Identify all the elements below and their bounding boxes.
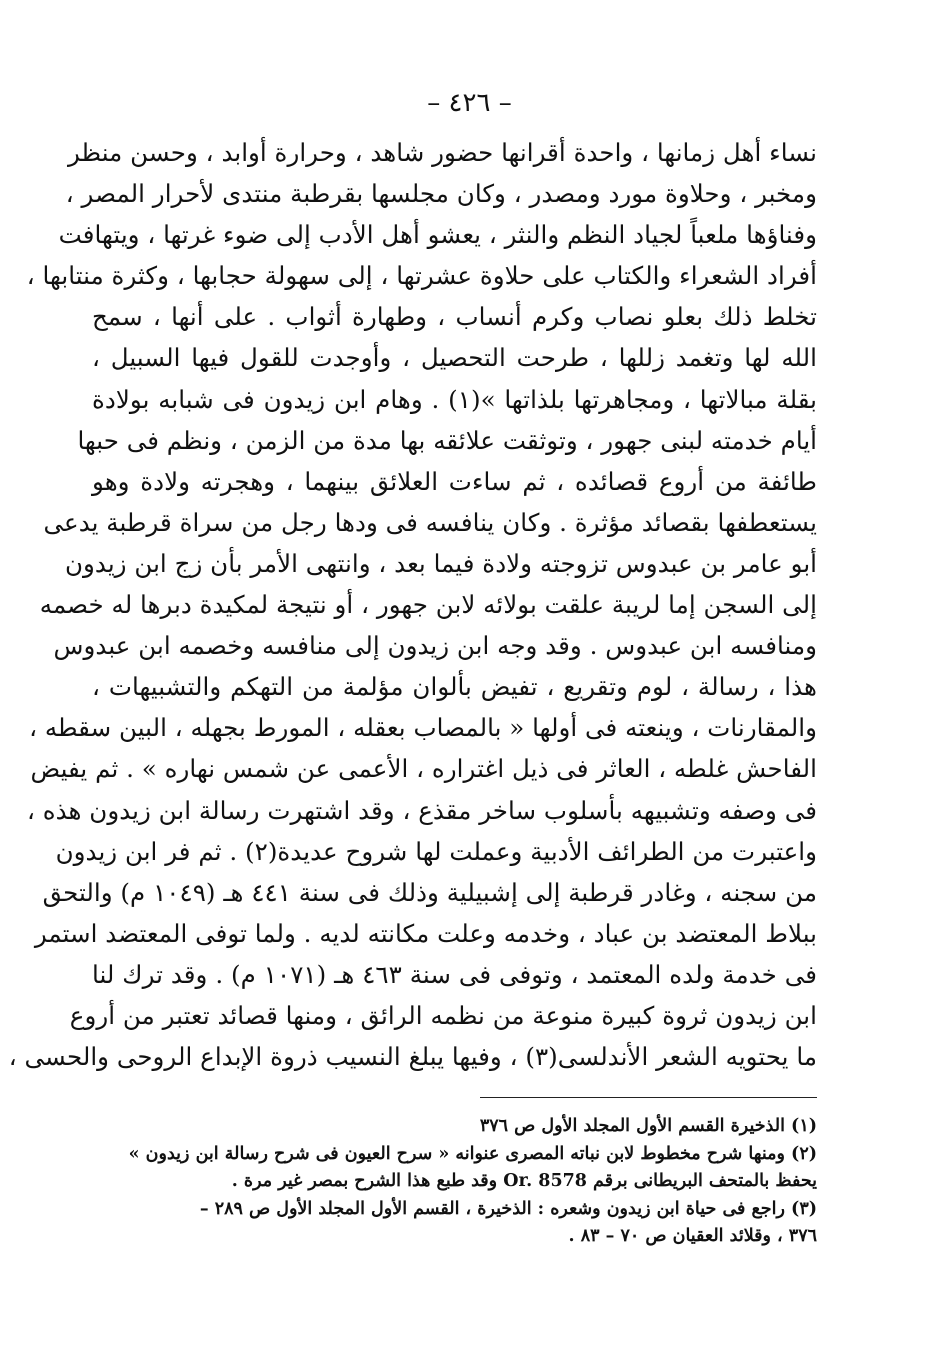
footnote-2-continued: يحفظ بالمتحف البريطانى برقم Or. 8578 وقد طبع هذا الشرح بمصر غير مرة . — [231, 1171, 817, 1191]
footnote-divider — [480, 1097, 817, 1098]
text-line: ابن زيدون ثروة كبيرة منوعة من نظمه الرائق ، ومنها قصائد تعتبر من أروع — [69, 1000, 817, 1030]
text-line: والمقارنات ، وينعته فى أولها « بالمصاب بعقله ، المورط بجهله ، البين سقطه ، — [29, 713, 817, 743]
text-line: أيام خدمته لبنى جهور ، وتوثقت علائقه بها مدة من الزمن ، ونظم فى حبها — [77, 425, 817, 455]
text-line: ومنافسه ابن عبدوس . وقد وجه ابن زيدون إلى منافسه وخصمه ابن عبدوس — [53, 631, 817, 661]
text-line: من سجنه ، وغادر قرطبة إلى إشبيلية وذلك فى سنة ٤٤١ هـ (١٠٤٩ م) والتحق — [42, 877, 817, 907]
text-line: طائفة من أروع قصائده ، ثم ساءت العلائق بينهما ، وهجرته ولادة وهو — [92, 466, 817, 496]
text-line: فى خدمة ولده المعتمد ، وتوفى فى سنة ٤٦٣ هـ (١٠٧١ م) . وقد ترك لنا — [92, 959, 817, 989]
text-line: ببلاط المعتضد بن عباد ، وخدمه وعلت مكانته لديه . ولما توفى المعتضد استمر — [34, 918, 817, 948]
text-line: نساء أهل زمانها ، واحدة أقرانها حضور شاهد ، وحرارة أوابد ، وحسن منظر — [67, 138, 817, 167]
text-line: الله لها وتغمد زللها ، طرحت التحصيل ، وأوجدت للقول فيها السبيل ، — [92, 343, 817, 373]
footnote-3: (٣) راجع فى حياة ابن زيدون وشعره : الذخيرة ، القسم الأول المجلد الأول ص ٢٨٩ – — [199, 1198, 817, 1219]
text-line: وفناؤها ملعباً لجياد النظم والنثر ، يعشو أهل الأدب إلى ضوء غرتها ، ويتهافت — [58, 220, 817, 250]
footnote-1: (١) الذخيرة القسم الأول المجلد الأول ص ٣٧٦ — [479, 1116, 817, 1136]
page-number: – ٤٢٦ – — [427, 88, 512, 118]
footnote-2: (٢) ومنها شرح مخطوط لابن نباته المصرى عنوانه « سرح العيون فى شرح رسالة ابن زيدون » — [128, 1143, 817, 1164]
text-line: هذا ، رسالة ، لوم وتقريع ، تفيض بألوان مؤلمة من التهكم والتشبيهات ، — [92, 672, 817, 702]
footnote-3-continued: ٣٧٦ ، وقلائد العقيان ص ٧٠ – ٨٣ . — [568, 1226, 817, 1246]
text-line: الفاحش غلطه ، العاثر فى ذيل اغتراره ، الأعمى عن شمس نهاره » . ثم يفيض — [30, 754, 817, 784]
text-line: بقلة مبالاتها ، ومجاهرتها بلذاتها »(١) . وهام ابن زيدون فى شبابه بولادة — [92, 384, 817, 414]
text-line: ما يحتويه الشعر الأندلسى(٣) ، وفيها يبلغ النسيب ذروة الإبداع الروحى والحسى ، — [8, 1042, 817, 1072]
text-line: تخلط ذلك بعلو نصاب وكرم أنساب ، وطهارة أثواب . على أنها ، سمح — [92, 302, 817, 332]
text-line: فى وصفه وتشبيهه بأسلوب ساخر مقذع ، وقد اشتهرت رسالة ابن زيدون هذه ، — [26, 795, 817, 825]
body-text — [8, 132, 817, 1077]
footnotes — [92, 1113, 817, 1251]
text-line: إلى السجن إما لريبة علقت بولائه لابن جهور ، أو نتيجة لمكيدة دبرها له خصمه — [39, 590, 817, 620]
text-line: واعتبرت من الطرائف الأدبية وعملت لها شروح عديدة(٢) . ثم فر ابن زيدون — [55, 836, 817, 866]
text-line: ومخبر ، وحلاوة مورد ومصدر ، وكان مجلسها بقرطبة منتدى لأحرار المصر ، — [65, 179, 817, 209]
text-line: أفراد الشعراء والكتاب على حلاوة عشرتها ، إلى سهولة حجابها ، وكثرة منتابها ، — [26, 261, 817, 291]
text-line: يستعطفها بقصائد مؤثرة . وكان ينافسه فى ودها رجل من سراة قرطبة يدعى — [43, 507, 817, 537]
text-line: أبو عامر بن عبدوس تزوجته ولادة فيما بعد ، وانتهى الأمر بأن زج ابن زيدون — [64, 548, 817, 578]
